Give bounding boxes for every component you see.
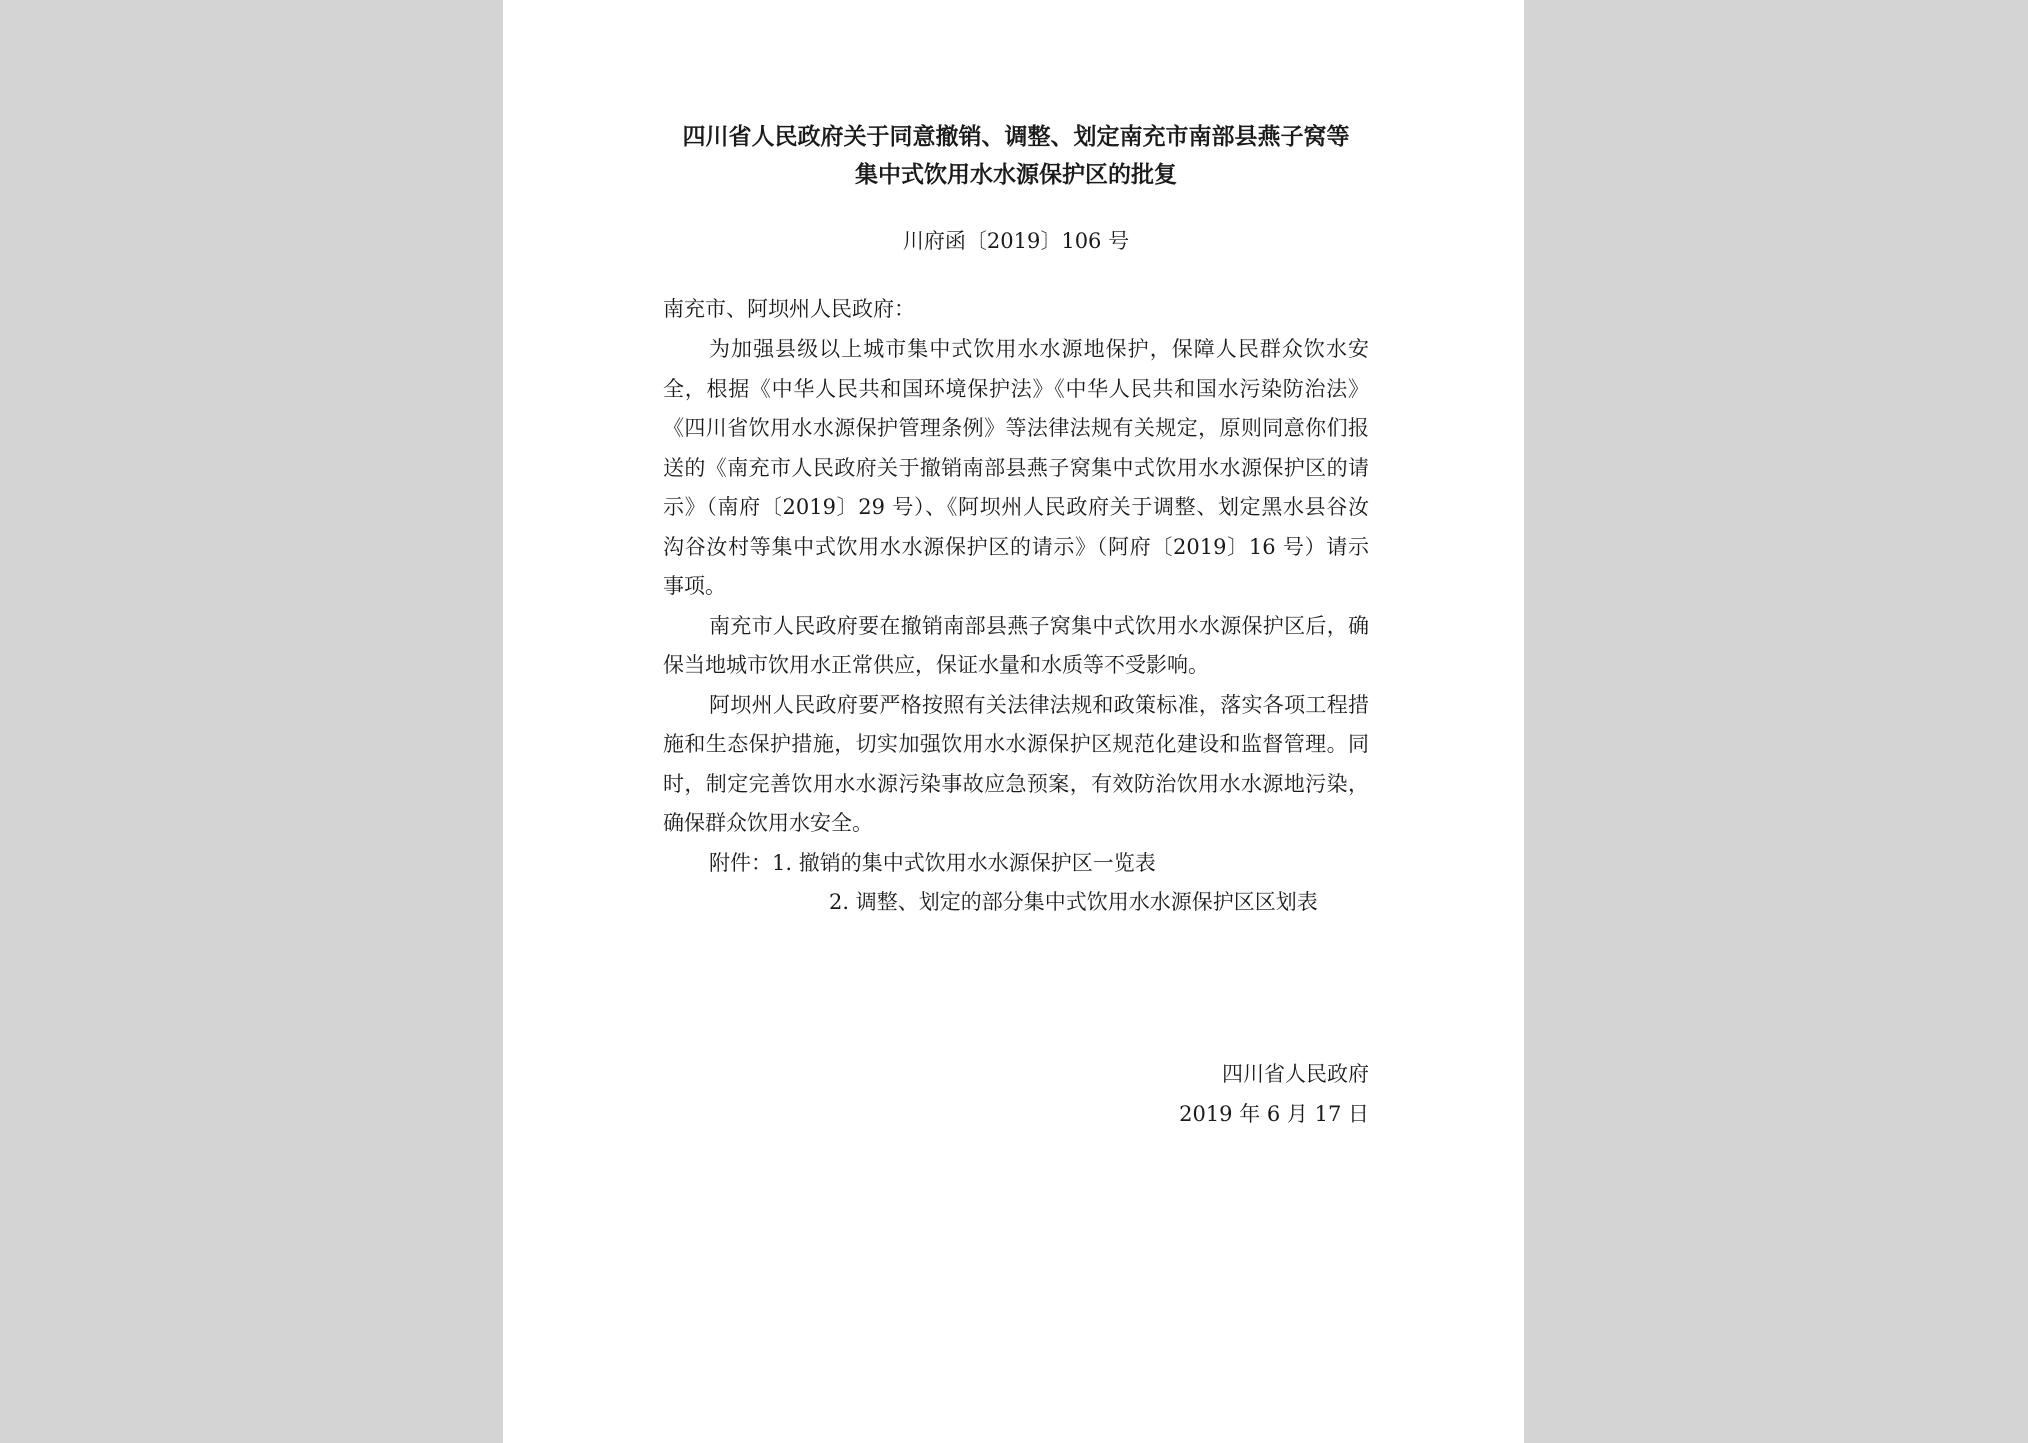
addressee: 南充市、阿坝州人民政府：	[663, 297, 915, 321]
paragraph-3: 阿坝州人民政府要严格按照有关法律法规和政策标准，落实各项工程措施和生态保护措施，切实加强饮用水水源保护区规范化建设和监督管理。同时，制定完善饮用水水源污染事故应急预案，有效防治饮用水水源地污染，确保群众饮用水安全。	[663, 692, 1369, 835]
document-number: 川府函〔2019〕106 号	[902, 229, 1130, 253]
title-line-2: 集中式饮用水水源保护区的批复	[855, 162, 1177, 188]
attachment-text-2: 2. 调整、划定的部分集中式饮用水水源保护区区划表	[829, 890, 1318, 914]
paragraph-2: 南充市人民政府要在撤销南部县燕子窝集中式饮用水水源保护区后，确保当地城市饮用水正常供应，保证水量和水质等不受影响。	[663, 613, 1369, 677]
attachment-item-2	[709, 883, 1369, 923]
document-body	[663, 118, 1369, 923]
title-line-1: 四川省人民政府关于同意撤销、调整、划定南充市南部县燕子窝等	[682, 124, 1350, 150]
issue-date: 2019 年 6 月 17 日	[1179, 1102, 1369, 1126]
attachments-list	[663, 844, 1369, 923]
issuer-name: 四川省人民政府	[1222, 1062, 1369, 1086]
signature-block	[1069, 1054, 1369, 1134]
attachments-label: 附件：	[709, 850, 772, 875]
paragraph-1: 为加强县级以上城市集中式饮用水水源地保护，保障人民群众饮水安全，根据《中华人民共和国环境保护法》《中华人民共和国水污染防治法》《四川省饮用水水源保护管理条例》等法律法规有关规定，原则同意你们报送的《南充市人民政府关于撤销南部县燕子窝集中式饮用水水源保护区的请示》（南府〔2019〕29 号）、《阿坝州人民政府关于调整、划定黑水县谷汝沟谷汝村等集中式饮用水水源保护区的请示》（阿府〔2019〕16 号）请示事项。	[663, 337, 1369, 598]
attachment-item-1	[709, 844, 1369, 884]
document-page	[503, 0, 1524, 1443]
document-title	[663, 118, 1369, 194]
attachment-text-1: 1. 撤销的集中式饮用水水源保护区一览表	[772, 850, 1156, 875]
